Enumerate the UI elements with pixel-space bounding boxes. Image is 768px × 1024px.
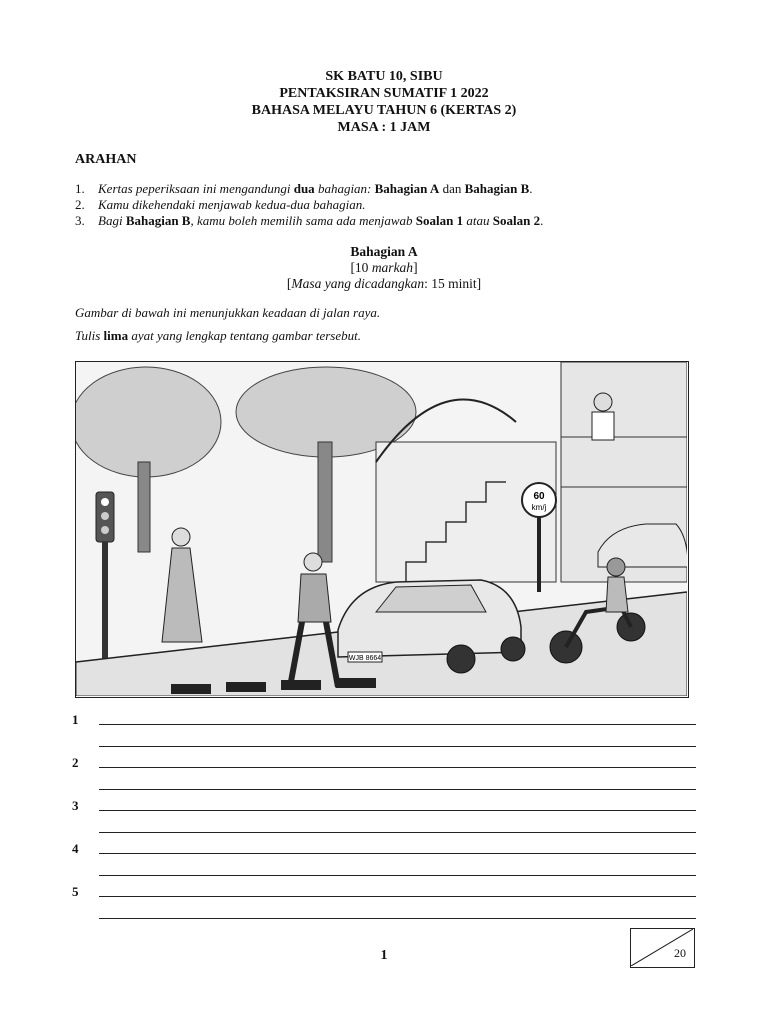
answer-number: 1 [72, 712, 79, 727]
speed-sign-pole [537, 517, 541, 592]
zebra-stripe [336, 678, 376, 688]
answer-line[interactable] [99, 853, 696, 854]
answer-line[interactable] [99, 810, 696, 811]
traffic-light-lamp [101, 512, 109, 520]
instructions-title: ARAHAN [75, 152, 137, 167]
answer-number: 2 [72, 755, 79, 770]
exam-duration: MASA : 1 JAM [337, 120, 431, 135]
answer-number: 4 [72, 841, 79, 856]
instruction-item-2: 2. Kamu dikehendaki menjawab kedua-dua bahagian. [75, 197, 366, 212]
zebra-stripe [281, 680, 321, 690]
zebra-stripe [226, 682, 266, 692]
answer-line[interactable] [99, 789, 696, 790]
answer-line[interactable] [99, 896, 696, 897]
woman-pedestrian-icon [172, 528, 190, 546]
person-in-window-body [592, 412, 614, 440]
section-heading [0, 244, 768, 292]
section-marks: [10 markah] [350, 260, 418, 275]
answer-row-3[interactable] [72, 796, 696, 839]
answer-row-1[interactable] [72, 710, 696, 753]
prompt-line-2: Tulis lima ayat yang lengkap tentang gambar tersebut. [75, 328, 361, 343]
answer-row-2[interactable] [72, 753, 696, 796]
answer-line[interactable] [99, 832, 696, 833]
street-scene-illustration [75, 361, 689, 698]
subject-name: BAHASA MELAYU TAHUN 6 (KERTAS 2) [251, 103, 517, 118]
street-scene-svg [76, 362, 687, 696]
answer-line[interactable] [99, 918, 696, 919]
exam-header [0, 68, 768, 136]
prompt-line-1: Gambar di bawah ini menunjukkan keadaan di jalan raya. [75, 305, 381, 320]
tree-middle-trunk [318, 442, 332, 562]
traffic-light-pole [102, 542, 108, 667]
car-wheel [501, 637, 525, 661]
instruction-item-1: 1. Kertas peperiksaan ini mengandungi dua bahagian: Bahagian A dan Bahagian B. [75, 181, 533, 196]
answer-number: 5 [72, 884, 79, 899]
motorcyclist-body [606, 577, 628, 612]
answer-line[interactable] [99, 875, 696, 876]
tree-left-trunk [138, 462, 150, 552]
answer-row-5[interactable] [72, 882, 696, 925]
section-title: Bahagian A [350, 244, 418, 259]
car-wheel [447, 645, 475, 673]
school-name: SK BATU 10, SIBU [325, 69, 443, 84]
man-pedestrian-jacket [298, 574, 331, 622]
person-in-window-icon [594, 393, 612, 411]
answer-lines [72, 710, 696, 925]
speed-limit-unit: km/j [531, 503, 547, 512]
page-number: 1 [380, 948, 388, 963]
zebra-stripe [171, 684, 211, 694]
score-max: 20 [674, 946, 686, 960]
answer-number: 3 [72, 798, 79, 813]
car-plate-number: WJB 8664 [348, 655, 382, 662]
score-box[interactable] [630, 928, 695, 968]
answer-line[interactable] [99, 767, 696, 768]
traffic-light-lamp [101, 498, 109, 506]
motorcyclist-helmet-icon [607, 558, 625, 576]
traffic-light-lamp [101, 526, 109, 534]
instruction-item-3: 3. Bagi Bahagian B, kamu boleh memilih sama ada menjawab Soalan 1 atau Soalan 2. [75, 213, 544, 228]
answer-line[interactable] [99, 724, 696, 725]
exam-name: PENTAKSIRAN SUMATIF 1 2022 [279, 86, 489, 101]
answer-line[interactable] [99, 746, 696, 747]
answer-row-4[interactable] [72, 839, 696, 882]
speed-limit-value: 60 [533, 491, 545, 502]
man-pedestrian-icon [304, 553, 322, 571]
section-time: [Masa yang dicadangkan: 15 minit] [286, 276, 482, 291]
tree-left-icon [76, 367, 221, 477]
